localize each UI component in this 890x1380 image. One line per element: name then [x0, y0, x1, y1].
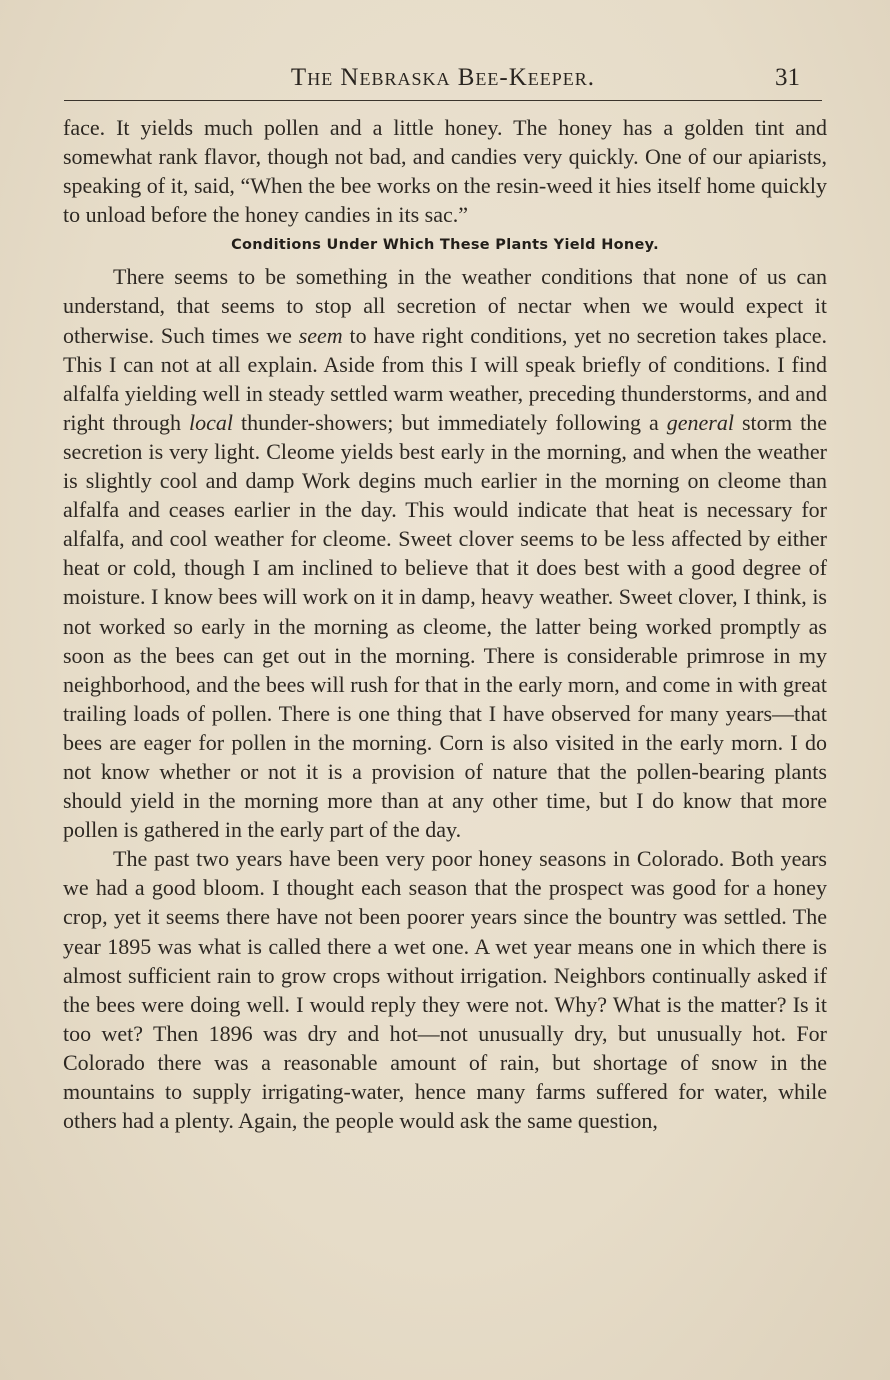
paragraph-conditions — [63, 262, 827, 844]
paragraph-text: thunder-showers; but immediately following a — [233, 409, 667, 435]
paragraph-seasons: The past two years have been very poor honey seasons in Colorado. Both years we had a good bloom. I thought each season that the prospect was good for a honey crop, yet it seems there have not been poorer years since the bountry was settled. The year 1895 was what is called there a wet one. A wet year means one in which there is almost sufficient rain to grow crops without irrigation. Neighbors continually asked if the bees were doing well. I would reply they were not. Why? What is the matter? Is it too wet? Then 1896 was dry and hot—not unusually dry, but unusually hot. For Colorado there was a reasonable amount of rain, but shortage of snow in the mountains to supply irrigating-water, hence many farms suffered for water, while others had a plenty. Again, the people would ask the same question, — [63, 846, 827, 1134]
article-body — [63, 113, 827, 1135]
section-heading: Conditions Under Which These Plants Yield Honey. — [231, 237, 659, 254]
running-title: The Nebraska Bee-Keeper. — [290, 64, 596, 91]
italic-word: general — [666, 409, 734, 435]
italic-word: seem — [298, 322, 343, 348]
italic-word: local — [189, 409, 234, 435]
paragraph-text: storm the secretion is very light. Cleome yields best early in the morning, and when the weather is slightly cool and damp Work degins much earlier in the morning on cleome than alfalfa and ceases earlier in the day. This would indicate that heat is necessary for alfalfa, and cool weather for cleome. Sweet clover seems to be less affected by either heat or cold, though I am inclined to believe that it does best with a good degree of moisture. I know bees will work on it in damp, heavy weather. Sweet clover, I think, is not worked so early in the morning as cleome, the latter being worked promptly as soon as the bees can get out in the morning. There is considerable primrose in my neighborhood, and the bees will rush for that in the early morn, and come in with great trailing loads of pollen. There is one thing that I have observed for many years—that bees are eager for pollen in the morning. Corn is also visited in the early morn. I do not know whether or not it is a provision of nature that the pollen-bearing plants should yield in the morning more than at any other time, but I do know that more pollen is gathered in the early part of the day. — [63, 409, 827, 843]
paragraph-text: to have right conditions, yet no secretion takes place. This I can not at all explain. Aside from this I will speak briefly of conditions. I find alfalfa yielding well in steady settled warm weather, preceding thunderstorms, and and right through — [63, 322, 827, 435]
paragraph-continued: face. It yields much pollen and a little honey. The honey has a golden tint and somewhat rank flavor, though not bad, and candies very quickly. One of our apiarists, speaking of it, said, “When the bee works on the resin-weed it hies itself home quickly to unload before the honey candies in its sac.” — [63, 115, 827, 228]
page-header — [62, 64, 824, 98]
paragraph-text: There seems to be something in the weather conditions that none of us can understand, that seems to stop all secretion of nectar when we would expect it otherwise. Such times we — [63, 264, 827, 348]
header-rule — [64, 100, 822, 101]
page-number: 31 — [775, 64, 800, 91]
